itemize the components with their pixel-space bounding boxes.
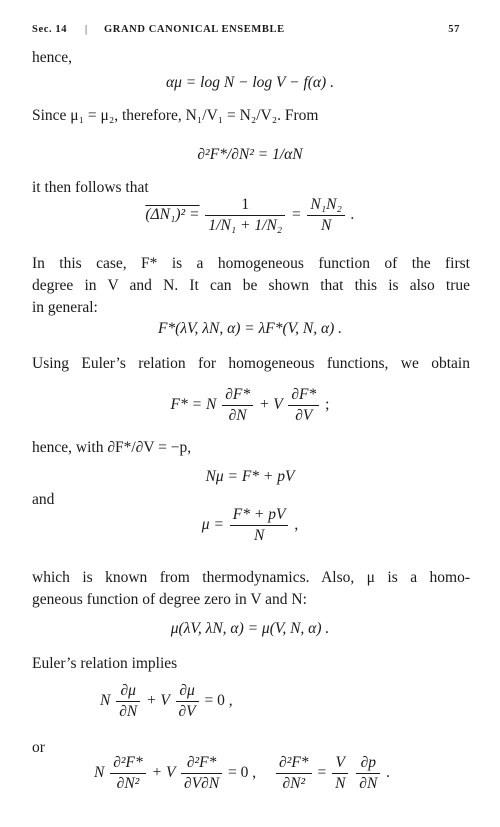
eq3-f2-numerator: N₁N₂ [307,196,344,216]
eq3-f1-numerator: 1 [205,196,285,216]
text-which-is-2: geneous function of degree zero in V and N: [32,591,307,608]
eq9-N: N [100,692,111,710]
eq5-fraction-2 [288,386,319,425]
eq3-fraction-2 [307,196,344,235]
eq10-f4-denominator: N [335,775,346,792]
text-which-is-1: which is known from thermodynamics. Also, μ is a homo- [32,569,470,586]
running-header [0,24,500,40]
eq9-equals-zero: = 0 , [204,692,233,710]
eq10-plus-V: + V [151,764,176,782]
eq10-period: . [386,764,391,782]
eq9-f2-numerator: ∂μ [176,682,199,702]
page-number: 57 [448,24,460,35]
eq9-fraction-1 [116,682,140,721]
eq5-semicolon: ; [325,396,330,414]
equation-alpha-mu: αμ = log N − log V − f(α) . [166,74,334,91]
equation-mu-degree-zero: μ(λV, λN, α) = μ(V, N, α) . [170,620,330,637]
text-in-this-case-2: degree in V and N. It can be shown that this is also true [32,277,470,294]
eq7-fraction [230,506,289,545]
eq3-period: . [350,206,355,224]
eq5-f1-numerator: ∂F* [222,386,253,406]
eq10-f2-numerator: ∂²F* [181,754,222,774]
eq5-f2-numerator: ∂F* [288,386,319,406]
text-euler-implies: Euler’s relation implies [32,655,178,672]
section-number: Sec. 14 [32,24,68,35]
equation-final [94,754,494,793]
text-in-this-case-1: In this case, F* is a homogeneous function of the first [32,255,470,272]
text-using-euler: Using Euler’s relation for homogeneous functions, we obtain [32,355,470,372]
eq9-f1-numerator: ∂μ [116,682,140,702]
equation-mu [0,506,500,545]
header-separator: | [85,24,88,35]
eq10-f3-numerator: ∂²F* [276,754,312,774]
eq9-fraction-2 [176,682,199,721]
chapter-title: GRAND CANONICAL ENSEMBLE [104,24,285,35]
eq3-fraction-1 [205,196,285,235]
text-in-this-case-3: in general: [32,299,98,316]
eq3-lhs: (ΔN₁)² = [145,206,200,224]
text-hence: hence, [32,49,73,66]
eq10-fraction-4 [332,754,348,793]
eq3-f1-denominator: 1/N₁ + 1/N₂ [208,217,283,234]
eq9-f1-denominator: ∂N [119,703,138,720]
eq5-plus-V: + V [258,396,283,414]
eq7-lhs: μ = [201,516,224,534]
eq10-equals-zero: = 0 , [228,764,257,782]
eq9-plus-V: + V [146,692,170,710]
text-and: and [32,491,55,508]
text-since: Since μ₁ = μ₂, therefore, N₁/V₁ = N₂/V₂. From [32,107,319,124]
eq7-numerator: F* + pV [230,506,289,526]
equation-N-mu: Nμ = F* + pV [205,468,295,485]
eq5-f1-denominator: ∂N [228,407,247,424]
eq3-equals: = [291,206,302,224]
equation-homogeneous: F*(λV, λN, α) = λF*(V, N, α) . [157,320,343,337]
eq10-fraction-3 [276,754,312,793]
eq10-fraction-2 [181,754,222,793]
eq10-f5-numerator: ∂p [356,754,380,774]
eq10-equals: = [317,764,327,782]
text-hence-with: hence, with ∂F*/∂V = −p, [32,439,192,456]
eq5-f2-denominator: ∂V [295,407,313,424]
eq10-fraction-5 [356,754,380,793]
eq5-lhs: F* = N [170,396,217,414]
eq10-f3-denominator: ∂N² [282,775,306,792]
eq7-denominator: N [253,527,265,544]
eq9-f2-denominator: ∂V [178,703,196,720]
eq5-fraction-1 [222,386,253,425]
equation-euler-mu [100,682,400,721]
eq10-f5-denominator: ∂N [359,775,378,792]
eq10-N: N [94,764,105,782]
text-or: or [32,739,45,756]
equation-second-derivative: ∂²F*/∂N² = 1/αN [197,146,303,163]
eq10-f4-numerator: V [332,754,348,774]
eq10-f2-denominator: ∂V∂N [184,775,220,792]
equation-fluctuation [0,196,500,235]
eq10-f1-numerator: ∂²F* [110,754,146,774]
eq3-f2-denominator: N [320,217,332,234]
equation-euler-F [0,386,500,425]
eq10-fraction-1 [110,754,146,793]
eq7-comma: , [294,516,299,534]
text-it-follows: it then follows that [32,179,149,196]
eq10-f1-denominator: ∂N² [116,775,140,792]
